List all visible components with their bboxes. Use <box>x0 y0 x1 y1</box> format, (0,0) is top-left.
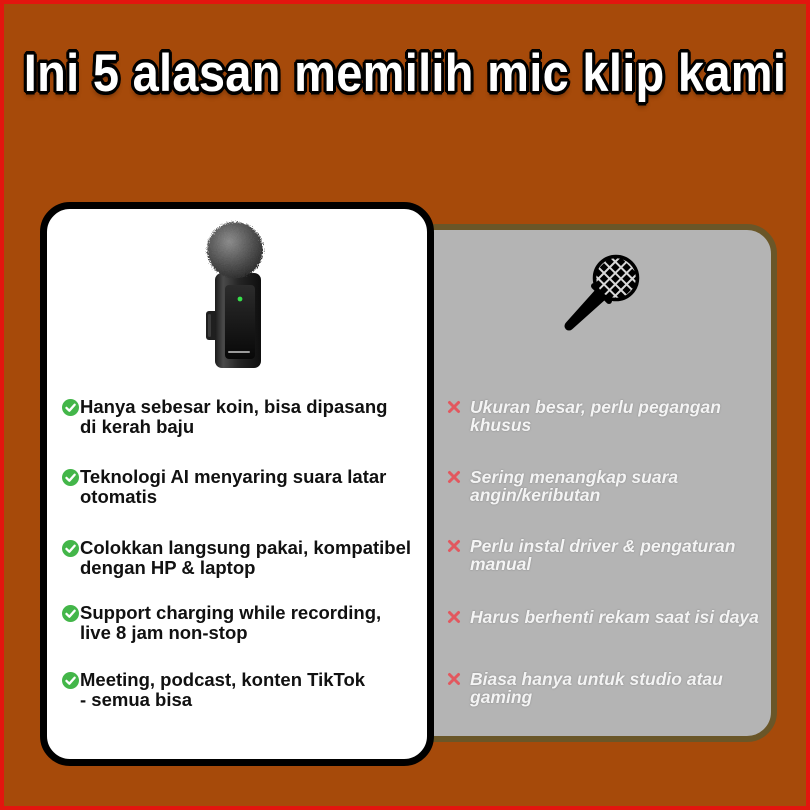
pro-item-5 <box>62 670 365 710</box>
con-item-2 <box>447 468 678 504</box>
con-item-line: manual <box>470 554 532 574</box>
status-led <box>238 297 243 302</box>
windscreen-fur <box>207 222 263 278</box>
con-item-5 <box>447 670 723 706</box>
con-item-line: Biasa hanya untuk studio atau <box>470 669 723 689</box>
mic-front-panel <box>225 285 255 359</box>
product-card <box>40 202 434 766</box>
con-item-4 <box>447 608 759 626</box>
con-item-text <box>470 608 759 626</box>
pro-item-line: Meeting, podcast, konten TikTok <box>80 669 366 690</box>
pro-item-line: live 8 jam non-stop <box>80 622 248 643</box>
cross-icon <box>447 539 461 553</box>
check-icon <box>62 672 79 689</box>
check-icon <box>62 399 79 416</box>
pro-item-text <box>80 538 411 578</box>
con-item-text <box>470 537 735 573</box>
cross-icon <box>447 610 461 624</box>
con-item-text <box>470 398 721 434</box>
pro-item-line: otomatis <box>80 486 158 507</box>
page-title: Ini 5 alasan memilih mic klip kami <box>23 42 787 103</box>
competitor-card <box>405 224 777 742</box>
pro-item-line: Teknologi AI menyaring suara latar <box>80 466 387 487</box>
con-item-line: Perlu instal driver & pengaturan <box>470 536 736 556</box>
pro-item-line: Hanya sebesar koin, bisa dipasang <box>80 396 388 417</box>
pro-item-line: dengan HP & laptop <box>80 557 256 578</box>
con-item-line: Sering menangkap suara <box>470 467 679 487</box>
pro-item-4 <box>62 603 381 643</box>
con-item-3 <box>447 537 735 573</box>
pro-item-line: di kerah baju <box>80 416 195 437</box>
con-item-line: khusus <box>470 415 532 435</box>
con-item-line: Harus berhenti rekam saat isi daya <box>470 607 759 627</box>
con-item-text <box>470 468 678 504</box>
cross-icon <box>447 470 461 484</box>
check-icon <box>62 605 79 622</box>
con-item-line: angin/keributan <box>470 485 601 505</box>
pro-item-text <box>80 467 386 507</box>
cross-icon <box>447 400 461 414</box>
pro-item-line: Support charging while recording, <box>80 602 382 623</box>
pro-item-1 <box>62 397 387 437</box>
check-icon <box>62 540 79 557</box>
con-item-text <box>470 670 723 706</box>
pro-item-line: - semua bisa <box>80 689 193 710</box>
con-item-1 <box>447 398 721 434</box>
pro-item-text <box>80 603 381 643</box>
con-item-line: Ukuran besar, perlu pegangan <box>470 397 721 417</box>
con-item-line: gaming <box>470 687 533 707</box>
microphone-head <box>595 257 638 300</box>
clip-microphone-icon <box>195 215 275 375</box>
pro-item-text <box>80 670 365 710</box>
brand-logo-strip <box>228 351 250 353</box>
cross-icon <box>447 672 461 686</box>
pro-item-2 <box>62 467 386 507</box>
pro-item-text <box>80 397 387 437</box>
check-icon <box>62 469 79 486</box>
pro-item-line: Colokkan langsung pakai, kompatibel <box>80 537 412 558</box>
pro-item-3 <box>62 538 411 578</box>
handheld-microphone-icon <box>555 250 645 335</box>
